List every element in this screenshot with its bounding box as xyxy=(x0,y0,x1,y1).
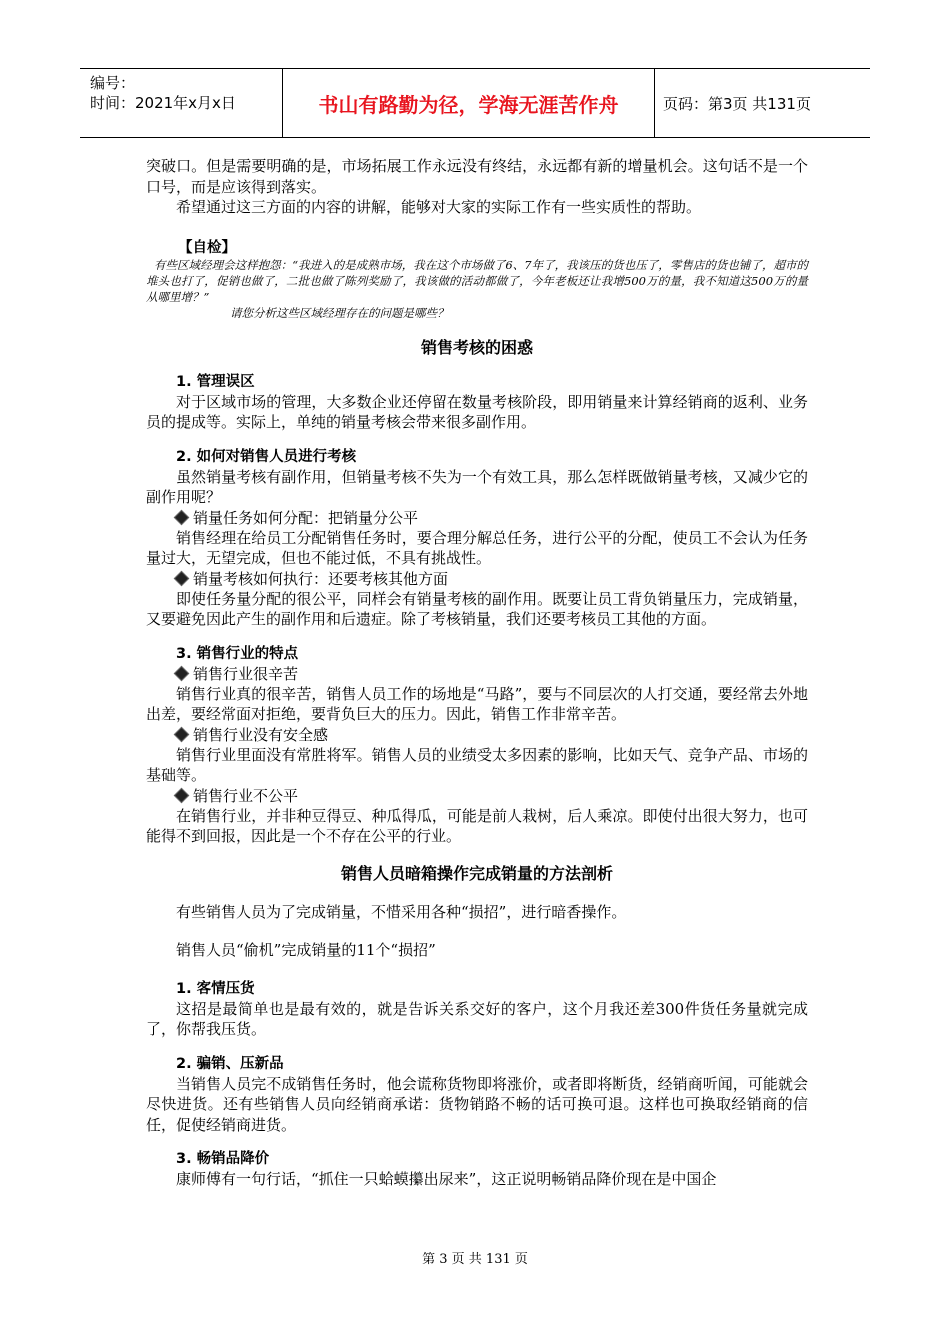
header-page-info: 页码：第3页 共131页 xyxy=(663,94,811,113)
self-check-paragraph-2: 请您分析这些区域经理存在的问题是哪些？ xyxy=(230,305,449,320)
section-2-paragraph-3: 这招是最简单也是最有效的，就是告诉关系交好的客户，这个月我还差300件货任务量就完成了，你帮我压货。 xyxy=(146,999,808,1038)
section-1-paragraph-3: 销售经理在给员工分配销售任务时，要合理分解总任务，进行公平的分配，使员工不会认为任务量过大，无望完成，但也不能过低，不具有挑战性。 xyxy=(146,528,808,567)
section-2-heading-1: 1. 客情压货 xyxy=(176,980,255,997)
diamond-bullet-icon xyxy=(174,571,190,587)
bullet-item xyxy=(146,664,808,684)
bullet-item xyxy=(146,569,808,589)
self-check-title: 【自检】 xyxy=(178,239,236,256)
diamond-bullet-icon xyxy=(174,510,190,526)
section-title-2: 销售人员暗箱操作完成销量的方法剖析 xyxy=(340,863,613,883)
section-2-heading-2: 2. 骗销、压新品 xyxy=(176,1055,284,1072)
page-header xyxy=(80,68,870,138)
section-2-paragraph-1: 有些销售人员为了完成销量，不惜采用各种“损招”，进行暗香操作。 xyxy=(176,902,627,921)
section-1-heading-2: 2. 如何对销售人员进行考核 xyxy=(176,448,357,465)
section-2-paragraph-4: 当销售人员完不成销售任务时，他会谎称货物即将涨价，或者即将断货，经销商听闻，可能就会尽快进货。还有些销售人员向经销商承诺：货物销路不畅的话可换可退。这样也可换取经销商的信任，促使经销商进货。 xyxy=(146,1074,808,1134)
section-2-paragraph-2: 销售人员“偷机”完成销量的11个“损招” xyxy=(176,941,436,959)
bullet-text: 销量考核如何执行：还要考核其他方面 xyxy=(193,569,449,588)
self-check-paragraph-1: 有些区域经理会这样抱怨：“我进入的是成熟市场，我在这个市场做了6、7年了，我该压的货也压了，零售店的货也铺了，超市的堆头也打了，促销也做了，二批也做了陈列奖励了，我该做的活动都做了，今年老板还让我增500万的量，我不知道这500万的量从哪里增？” xyxy=(146,257,808,304)
section-1-paragraph-7: 在销售行业，并非种豆得豆、种瓜得瓜，可能是前人栽树，后人乘凉。即使付出很大努力，也可能得不到回报，因此是一个不存在公平的行业。 xyxy=(146,806,808,845)
intro-paragraph-2: 希望通过这三方面的内容的讲解，能够对大家的实际工作有一些实质性的帮助。 xyxy=(176,198,702,216)
bullet-item xyxy=(146,786,808,806)
number-label: 编号： xyxy=(90,74,136,92)
section-1-paragraph-5: 销售行业真的很辛苦，销售人员工作的场地是“马路”，要与不同层次的人打交通，要经常去外地出差，要经常面对拒绝，要背负巨大的压力。因此，销售工作非常辛苦。 xyxy=(146,684,808,723)
section-1-paragraph-1: 对于区域市场的管理，大多数企业还停留在数量考核阶段，即用销量来计算经销商的返利、业务员的提成等。实际上，单纯的销量考核会带来很多副作用。 xyxy=(146,392,808,431)
bullet-item xyxy=(146,508,808,528)
bullet-text: 销售行业没有安全感 xyxy=(193,725,329,744)
section-1-paragraph-6: 销售行业里面没有常胜将军。销售人员的业绩受太多因素的影响，比如天气、竞争产品、市场的基础等。 xyxy=(146,745,808,784)
section-2-heading-3: 3. 畅销品降价 xyxy=(176,1151,270,1167)
section-1-paragraph-2: 虽然销量考核有副作用，但销量考核不失为一个有效工具，那么怎样既做销量考核，又减少它的副作用呢？ xyxy=(146,467,808,506)
intro-paragraph-1: 突破口。但是需要明确的是，市场拓展工作永远没有终结，永远都有新的增量机会。这句话不是一个口号，而是应该得到落实。 xyxy=(146,157,808,196)
bullet-text: 销量任务如何分配：把销量分公平 xyxy=(193,508,419,527)
section-title-1: 销售考核的困惑 xyxy=(420,337,533,357)
bullet-item xyxy=(146,725,808,745)
section-2-paragraph-5: 康师傅有一句行话，“抓住一只蛤蟆攥出尿来”，这正说明畅销品降价现在是中国企 xyxy=(176,1170,717,1188)
diamond-bullet-icon xyxy=(174,666,190,682)
header-meta xyxy=(80,69,283,137)
diamond-bullet-icon xyxy=(174,727,190,743)
page-footer: 第 3 页 共 131 页 xyxy=(422,1252,528,1267)
document-body xyxy=(146,156,808,1190)
header-motto: 书山有路勤为径，学海无涯苦作舟 xyxy=(283,69,655,137)
section-1-paragraph-4: 即使任务量分配的很公平，同样会有销量考核的副作用。既要让员工背负销量压力，完成销量，又要避免因此产生的副作用和后遗症。除了考核销量，我们还要考核员工其他的方面。 xyxy=(146,589,808,628)
time-label: 时间：2021年x月x日 xyxy=(90,94,236,112)
section-1-heading-3: 3. 销售行业的特点 xyxy=(176,645,299,662)
diamond-bullet-icon xyxy=(174,788,190,804)
bullet-text: 销售行业不公平 xyxy=(193,786,299,805)
bullet-text: 销售行业很辛苦 xyxy=(193,664,299,683)
section-1-heading-1: 1. 管理误区 xyxy=(176,373,255,390)
